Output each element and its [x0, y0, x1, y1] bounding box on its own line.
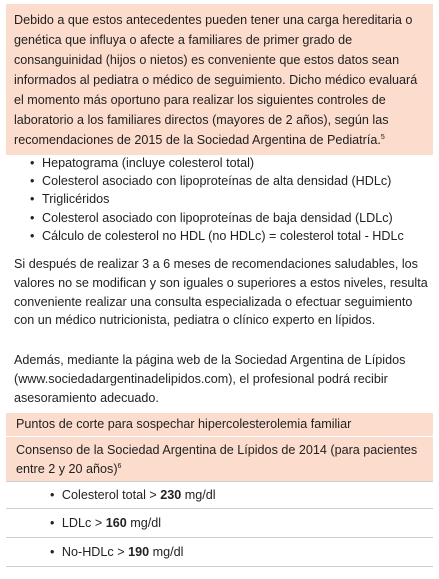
bullet-icon: •	[50, 545, 55, 559]
cutoff-label: Colesterol total >	[61, 488, 157, 502]
cutoff-row-total-cholesterol	[6, 481, 433, 509]
cutoff-value: 230	[160, 488, 182, 502]
list-item: • Colesterol asociado con lipoproteínas de alta densidad (HDLc)	[30, 172, 430, 190]
bullet-icon: •	[50, 488, 55, 502]
cutoff-row-non-hdlc	[6, 539, 433, 567]
bullet-icon: •	[30, 174, 35, 189]
bullet-icon: •	[30, 156, 35, 170]
cutoff-label: No-HDLc >	[61, 545, 125, 559]
bullet-icon: •	[30, 210, 35, 225]
cutoff-value: 160	[105, 516, 127, 530]
cutoff-table-title: Puntos de corte para sospechar hipercolesterolemia familiar	[6, 413, 433, 436]
cutoff-label: LDLc >	[61, 516, 103, 530]
cutoff-unit: mg/dl	[130, 516, 161, 530]
follow-up-paragraph: Si después de realizar 3 a 6 meses de recomendaciones saludables, los valores no se modifican y son iguales o superiores a estos niveles, resulta conveniente realizar una consulta especializada o efectuar seguimiento con un médico nutricionista, pediatra o clínico experto en lípidos.	[14, 257, 428, 328]
lab-tests-list	[30, 154, 430, 245]
cutoff-row-ldlc	[6, 510, 433, 538]
cutoff-unit: mg/dl	[152, 545, 184, 559]
cutoff-unit: mg/dl	[184, 488, 216, 502]
cutoff-value: 190	[128, 545, 150, 559]
intro-callout	[6, 4, 433, 155]
bullet-icon: •	[30, 192, 35, 207]
intro-reference: 5	[380, 133, 385, 141]
subtitle-reference: 6	[117, 462, 122, 470]
bullet-icon: •	[30, 228, 35, 243]
list-item: • Cálculo de colesterol no HDL (no HDLc) = colesterol total - HDLc	[30, 227, 430, 245]
list-item: • Colesterol asociado con lipoproteínas de baja densidad (LDLc)	[30, 209, 430, 227]
website-paragraph: Además, mediante la página web de la Sociedad Argentina de Lípidos (www.sociedadargentinadelipidos.com), el profesional podrá recibir asesoramiento adecuado.	[14, 353, 406, 405]
list-item: • Hepatograma (incluye colesterol total)	[30, 154, 430, 172]
intro-text: Debido a que estos antecedentes pueden tener una carga hereditaria o genética que influya o afecte a familiares de primer grado de consanguinidad (hijos o nietos) es conveniente que estos datos sean informados al pediatra o médico de seguimiento. Dicho médico evaluará el momento más oportuno para realizar los siguientes controles de laboratorio a los familiares directos (mayores de 2 años), según las recomendaciones de 2015 de la Sociedad Argentina de Pediatría.	[14, 13, 418, 147]
list-item: • Triglicéridos	[30, 190, 430, 208]
bullet-icon: •	[50, 516, 55, 530]
cutoff-table-subtitle: Consenso de la Sociedad Argentina de Lípidos de 2014 (para pacientes entre 2 y 20 años)$^6$	[6, 437, 433, 481]
